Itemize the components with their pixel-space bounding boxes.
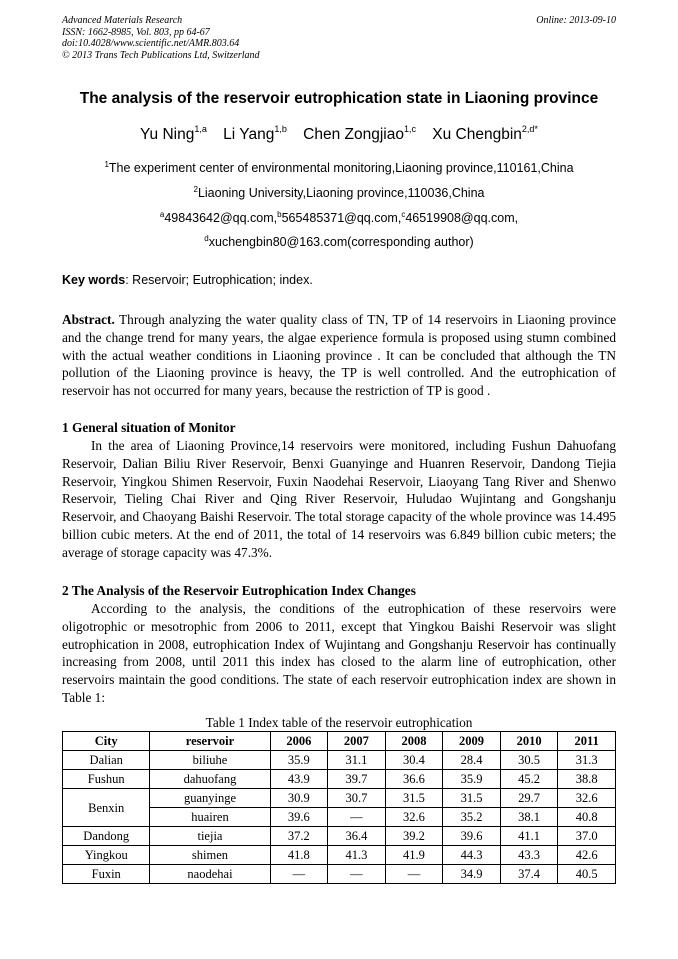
journal-header: [62, 15, 616, 61]
affiliation-2: $^2$Liaoning University,Liaoning province,110036,China: [193, 185, 485, 200]
value-cell: 43.3: [500, 846, 558, 865]
section-1-body: In the area of Liaoning Province,14 reservoirs were monitored, including Fushun Dahuofang Reservoir, Dalian Biliu River Reservoir, Benxi Guanyinge and Huanren Reservoir, Dandong Tiejia Reservoir, Yingkou Shimen Reservoir, Fuxin Naodehai Reservoir, Liaoyang Tang River and Shenwo Reservoir, Tieling Chai River and Qing River Reservoir, Huludao Wujintang and Gongshanju Reservoir, and Chaoyang Baishi Reservoir. The total storage capacity of the whole province was 14.495 billion cubic meters. At the end of 2011, the total of 14 reservoirs was 6.849 billion cubic meters; the average of storage capacity was 47.3%.: [62, 438, 616, 560]
abstract: Abstract. Through analyzing the water quality class of TN, TP of 14 reservoirs in Liaoning province and the change trend for many years, the algae experience formula is proposed using stumn combined with the actual weather conditions in Liaoning province . It can be concluded that although the TN pollution of the Liaoning province is heavy, the TP is well controlled. And the eutrophication of reservoir has not occurred for many years, because the restriction of TP is good .: [62, 312, 616, 399]
reservoir-cell: guanyinge: [150, 789, 270, 808]
doi-line: doi:10.4028/www.scientific.net/AMR.803.64: [62, 38, 240, 49]
section-1-heading: 1 General situation of Monitor: [62, 420, 236, 435]
reservoir-cell: huairen: [150, 808, 270, 827]
value-cell: 35.9: [443, 770, 501, 789]
value-cell: 38.8: [558, 770, 616, 789]
value-cell: 39.7: [328, 770, 386, 789]
value-cell: 30.7: [328, 789, 386, 808]
email-list: $^a$49843642@qq.com,$^b$565485371@qq.com,$^c$46519908@qq.com,: [159, 210, 519, 225]
column-header: 2007: [328, 732, 386, 751]
paper-title: The analysis of the reservoir eutrophication state in Liaoning province: [79, 90, 599, 107]
reservoir-cell: naodehai: [150, 865, 270, 884]
city-cell: Benxin: [63, 789, 150, 827]
value-cell: 44.3: [443, 846, 501, 865]
column-header: City: [63, 732, 150, 751]
value-cell: 41.1: [500, 827, 558, 846]
value-cell: 36.6: [385, 770, 443, 789]
value-cell: 45.2: [500, 770, 558, 789]
value-cell: 31.5: [385, 789, 443, 808]
reservoir-cell: tiejia: [150, 827, 270, 846]
city-cell: Dalian: [63, 751, 150, 770]
value-cell: —: [328, 808, 386, 827]
value-cell: 41.9: [385, 846, 443, 865]
author-list: [0, 124, 678, 144]
reservoir-cell: biliuhe: [150, 751, 270, 770]
value-cell: 31.1: [328, 751, 386, 770]
table-row: [63, 827, 616, 846]
column-header: 2009: [443, 732, 501, 751]
value-cell: —: [328, 865, 386, 884]
reservoir-cell: dahuofang: [150, 770, 270, 789]
value-cell: 43.9: [270, 770, 328, 789]
author: Yu Ning$^{1,a}$: [140, 124, 207, 143]
table-header-row: [63, 732, 616, 751]
author: Xu Chengbin$^{2,d*}$: [432, 124, 538, 143]
keywords: Key words: Reservoir; Eutrophication; index.: [62, 273, 313, 287]
table-row: [63, 865, 616, 884]
value-cell: 31.3: [558, 751, 616, 770]
value-cell: 35.9: [270, 751, 328, 770]
value-cell: 41.8: [270, 846, 328, 865]
value-cell: —: [385, 865, 443, 884]
column-header: 2006: [270, 732, 328, 751]
column-header: 2011: [558, 732, 616, 751]
city-cell: Fushun: [63, 770, 150, 789]
author: Chen Zongjiao$^{1,c}$: [303, 124, 416, 143]
value-cell: 29.7: [500, 789, 558, 808]
table-caption: Table 1 Index table of the reservoir eutrophication: [205, 715, 473, 730]
value-cell: 34.9: [443, 865, 501, 884]
city-cell: Fuxin: [63, 865, 150, 884]
value-cell: 39.2: [385, 827, 443, 846]
column-header: reservoir: [150, 732, 270, 751]
value-cell: 30.4: [385, 751, 443, 770]
section-2-heading: 2 The Analysis of the Reservoir Eutrophication Index Changes: [62, 583, 416, 598]
author: Li Yang$^{1,b}$: [223, 124, 287, 143]
value-cell: 41.3: [328, 846, 386, 865]
value-cell: 31.5: [443, 789, 501, 808]
value-cell: 28.4: [443, 751, 501, 770]
value-cell: 39.6: [443, 827, 501, 846]
value-cell: 37.4: [500, 865, 558, 884]
value-cell: 30.5: [500, 751, 558, 770]
table-row: [63, 770, 616, 789]
reservoir-cell: shimen: [150, 846, 270, 865]
journal-name: Advanced Materials Research: [62, 15, 183, 26]
value-cell: 42.6: [558, 846, 616, 865]
issn-line: ISSN: 1662-8985, Vol. 803, pp 64-67: [62, 26, 210, 38]
section-2-body: According to the analysis, the conditions of the eutrophication of these reservoirs were oligotrophic or mesotrophic from 2006 to 2011, except that Yingkou Baishi Reservoir was slight eutrophication in 2008, eutrophication Index of Wujintang and Gongshanju Reservoir has continually increasing from 2008, until 2011 this index has closed to the alarm line of eutrophication, other reservoirs maintain the good conditions. The state of each reservoir eutrophication index are shown in Table 1:: [62, 601, 616, 705]
column-header: 2008: [385, 732, 443, 751]
value-cell: 38.1: [500, 808, 558, 827]
eutrophication-table: [62, 731, 616, 884]
affiliation-1: $^1$The experiment center of environmental monitoring,Liaoning province,110161,China: [104, 160, 574, 175]
value-cell: 30.9: [270, 789, 328, 808]
value-cell: 32.6: [558, 789, 616, 808]
value-cell: 36.4: [328, 827, 386, 846]
value-cell: —: [270, 865, 328, 884]
value-cell: 35.2: [443, 808, 501, 827]
value-cell: 37.0: [558, 827, 616, 846]
table-row: [63, 846, 616, 865]
value-cell: 32.6: [385, 808, 443, 827]
value-cell: 40.8: [558, 808, 616, 827]
corresponding-email: $^d$xuchengbin80@163.com(corresponding author): [204, 234, 474, 249]
value-cell: 37.2: [270, 827, 328, 846]
online-date: Online: 2013-09-10: [536, 15, 616, 26]
value-cell: 39.6: [270, 808, 328, 827]
table-row: [63, 751, 616, 770]
value-cell: 40.5: [558, 865, 616, 884]
column-header: 2010: [500, 732, 558, 751]
table-row: [63, 789, 616, 808]
city-cell: Dandong: [63, 827, 150, 846]
city-cell: Yingkou: [63, 846, 150, 865]
copyright-line: © 2013 Trans Tech Publications Ltd, Switzerland: [62, 49, 260, 61]
